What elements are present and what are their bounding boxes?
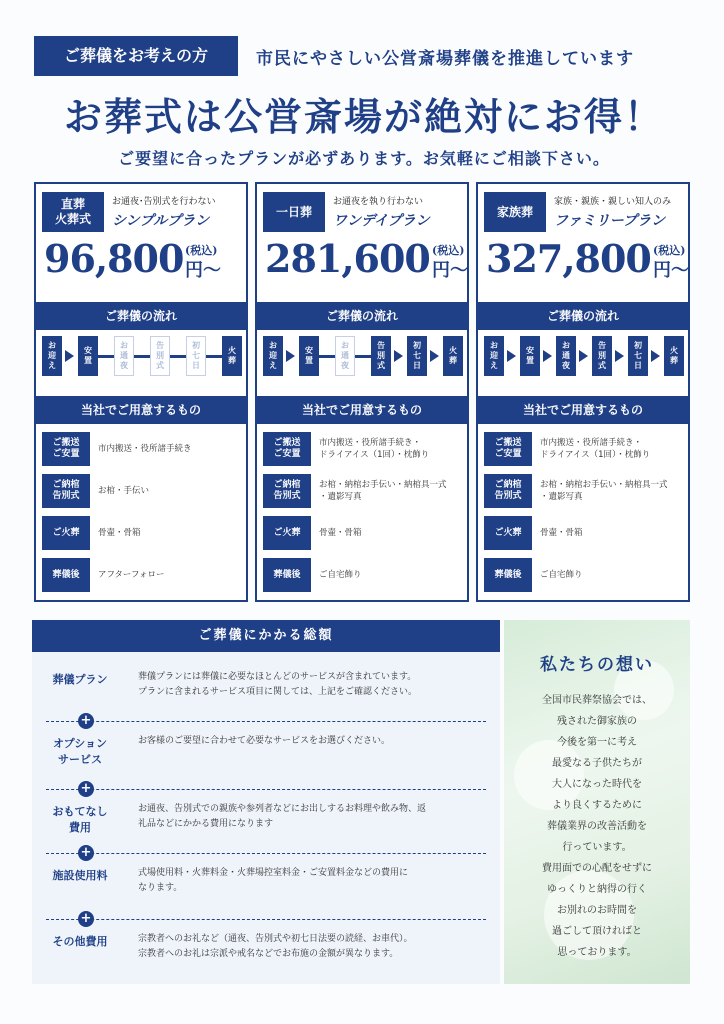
summary-text: 葬儀プランには葬儀に必要なほとんどのサービスが含まれています。 プランに含まれるサービス項目に関しては、上記をご確認ください。 — [138, 672, 418, 697]
item-label: ご火葬 — [263, 516, 311, 550]
plus-icon: + — [78, 845, 94, 861]
summary-text: 宗教者へのお礼など（通夜、告別式や初七日法要の読経、お車代）。 宗教者へのお礼は宗派や戒名などでお布施の金額が異なります。 — [138, 934, 413, 959]
plus-icon: + — [78, 781, 94, 797]
item-text: ご自宅飾り — [540, 570, 583, 580]
thoughts-body: 全国市民葬祭協会では、 残された御家族の 今後を第一に考え 最愛なる子供たちが 大人になった時代を より良くするために 葬儀業界の改善活動を 行っています。 費用面での心配をせずに ゆっくりと納得の行く お別れのお時間を 過ごして頂ければと 思っております。 — [542, 695, 652, 958]
flow-connector-line — [319, 355, 335, 358]
item-label: ご納棺 告別式 — [484, 474, 532, 508]
flow-step: 火 葬 — [222, 336, 242, 376]
flow-step: 安 置 — [299, 336, 319, 376]
plan-name: シンプルプラン — [112, 213, 210, 229]
items-section-title: 当社でご用意するもの — [478, 396, 688, 424]
plus-icon: + — [78, 911, 94, 927]
item-text: アフターフォロー — [98, 570, 165, 580]
flow-connector-line — [170, 355, 186, 358]
plan-description: お通夜･告別式を行わない — [112, 197, 216, 207]
flow-step: お 通 夜 — [556, 336, 576, 376]
summary-separator — [46, 713, 486, 728]
section-tag: ご葬儀をお考えの方 — [34, 36, 244, 76]
plan-price: 281,600 — [265, 236, 430, 281]
flow-connector-line — [206, 355, 222, 358]
summary-text: お客様のご要望に合わせて必要なサービスをお選びください。 — [138, 736, 391, 746]
plan-badge: 家族葬 — [484, 192, 546, 232]
flow-arrow-icon — [65, 350, 74, 362]
plan-card — [34, 182, 248, 602]
flow-step: 安 置 — [520, 336, 540, 376]
top-banner — [34, 36, 692, 76]
summary-label: その他費用 — [52, 935, 108, 948]
thoughts-title: 私たちの想い — [540, 655, 654, 675]
plan-card — [255, 182, 469, 602]
funeral-flow — [263, 336, 463, 376]
headline: お葬式は公営斎場が絶対にお得！ — [63, 94, 664, 139]
flow-connector-line — [134, 355, 150, 358]
flow-section-title: ご葬儀の流れ — [478, 302, 688, 330]
item-label: ご搬送 ご安置 — [42, 432, 90, 466]
plan-card — [476, 182, 690, 602]
price-yen-suffix: 円～ — [185, 260, 221, 281]
flow-arrow-icon — [651, 350, 660, 362]
funeral-flow — [484, 336, 684, 376]
item-label: 葬儀後 — [484, 558, 532, 592]
flow-section-title: ご葬儀の流れ — [257, 302, 467, 330]
flow-arrow-icon — [507, 350, 516, 362]
summary-label: 施設使用料 — [52, 869, 108, 882]
flow-arrow-icon — [615, 350, 624, 362]
price-yen-suffix: 円～ — [653, 260, 689, 281]
flow-step: 初 七 日 — [407, 336, 427, 376]
subline: ご要望に合ったプランが必ずあります。お気軽にご相談下さい。 — [118, 149, 610, 168]
summary-text: 式場使用料・火葬料金・火葬場控室料金・ご安置料金などの費用に なります。 — [138, 868, 409, 893]
flow-connector-line — [355, 355, 371, 358]
funeral-flow — [42, 336, 242, 376]
summary-label: オプション サービス — [52, 737, 107, 766]
item-label: ご搬送 ご安置 — [484, 432, 532, 466]
flow-step: 告 別 式 — [150, 336, 170, 376]
price-tax-note: (税込) — [185, 244, 218, 257]
item-text: 骨壷・骨箱 — [540, 528, 583, 538]
flow-step: お 迎 え — [484, 336, 504, 376]
flow-step: お 通 夜 — [114, 336, 134, 376]
flow-step: 火 葬 — [443, 336, 463, 376]
plan-description: 家族・親族・親しい知人のみ — [554, 197, 672, 207]
plan-badge: 直葬 火葬式 — [42, 192, 104, 232]
item-text: 市内搬送・役所諸手続き — [98, 444, 192, 454]
item-text: お棺・納棺お手伝い・納棺具一式 ・遺影写真 — [540, 480, 668, 502]
flow-arrow-icon — [579, 350, 588, 362]
flow-step: お 通 夜 — [335, 336, 355, 376]
flow-arrow-icon — [286, 350, 295, 362]
flow-step: お 迎 え — [263, 336, 283, 376]
flow-step: 初 七 日 — [186, 336, 206, 376]
items-section-title: 当社でご用意するもの — [36, 396, 246, 424]
items-section-title: 当社でご用意するもの — [257, 396, 467, 424]
plan-price: 327,800 — [486, 236, 651, 281]
item-text: お棺・手伝い — [98, 486, 150, 496]
item-text: 骨壷・骨箱 — [319, 528, 362, 538]
plan-badge: 一日葬 — [263, 192, 325, 232]
item-text: お棺・納棺お手伝い・納棺具一式 ・遺影写真 — [319, 480, 447, 502]
item-label: ご納棺 告別式 — [42, 474, 90, 508]
price-tax-note: (税込) — [653, 244, 686, 257]
summary-label: 葬儀プラン — [52, 673, 108, 686]
item-label: ご火葬 — [484, 516, 532, 550]
item-label: ご火葬 — [42, 516, 90, 550]
plan-price: 96,800 — [44, 236, 184, 281]
item-label: ご搬送 ご安置 — [263, 432, 311, 466]
tagline: 市民にやさしい公営斎場葬儀を推進しています — [256, 49, 634, 69]
item-label: 葬儀後 — [42, 558, 90, 592]
summary-title: ご葬儀にかかる総額 — [32, 620, 500, 652]
cost-summary — [32, 620, 500, 984]
item-text: 骨壷・骨箱 — [98, 528, 141, 538]
flow-step: 初 七 日 — [628, 336, 648, 376]
flow-arrow-icon — [394, 350, 403, 362]
price-tax-note: (税込) — [432, 244, 465, 257]
flow-connector-line — [98, 355, 114, 358]
item-label: 葬儀後 — [263, 558, 311, 592]
summary-label: おもてなし 費用 — [52, 805, 108, 834]
summary-separator — [46, 845, 486, 860]
summary-text: お通夜、告別式での親族や参列者などにお出しするお料理や飲み物、返 礼品などにかかる費用になります — [138, 804, 427, 829]
plan-name: ファミリープラン — [554, 213, 666, 229]
flow-arrow-icon — [543, 350, 552, 362]
price-yen-suffix: 円～ — [432, 260, 468, 281]
flow-section-title: ご葬儀の流れ — [36, 302, 246, 330]
plus-icon: + — [78, 713, 94, 729]
flow-arrow-icon — [430, 350, 439, 362]
summary-separator — [46, 781, 486, 796]
plan-description: お通夜を執り行わない — [333, 197, 424, 207]
flow-step: 安 置 — [78, 336, 98, 376]
our-thoughts-panel — [504, 620, 690, 984]
flow-step: お 迎 え — [42, 336, 62, 376]
flow-step: 火 葬 — [664, 336, 684, 376]
flow-step: 告 別 式 — [371, 336, 391, 376]
item-text: ご自宅飾り — [319, 570, 362, 580]
summary-separator — [46, 911, 486, 926]
item-text: 市内搬送・役所諸手続き・ ドライアイス（1回）・枕飾り — [319, 438, 430, 460]
plan-name: ワンデイプラン — [333, 213, 430, 229]
flow-step: 告 別 式 — [592, 336, 612, 376]
item-text: 市内搬送・役所諸手続き・ ドライアイス（1回）・枕飾り — [540, 438, 651, 460]
item-label: ご納棺 告別式 — [263, 474, 311, 508]
